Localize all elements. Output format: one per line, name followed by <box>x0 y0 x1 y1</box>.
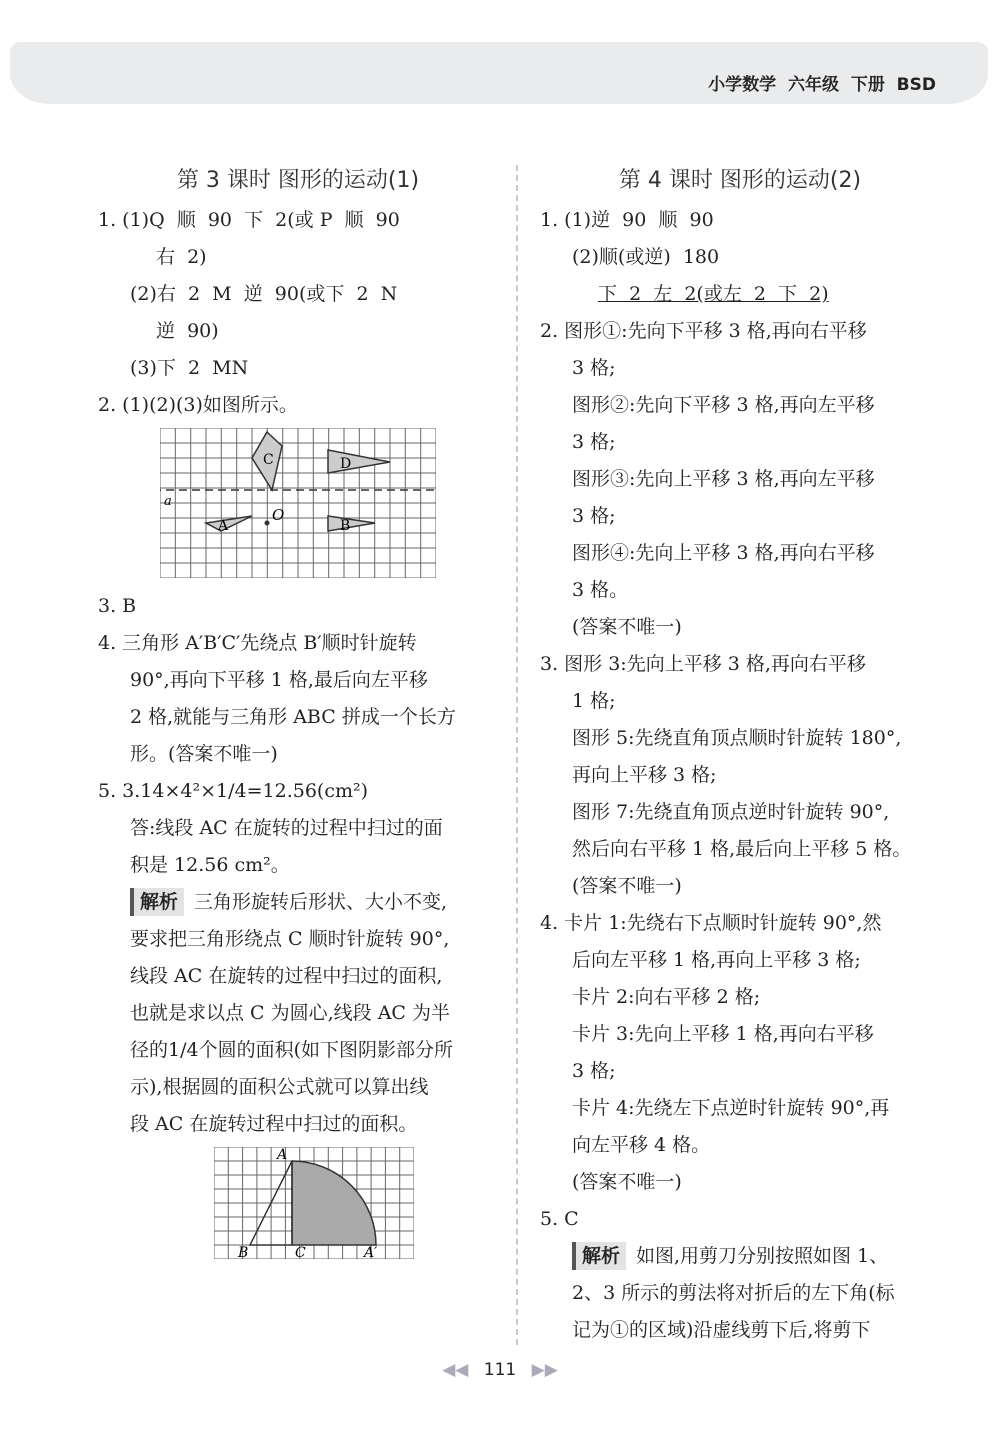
analysis-line: 解析 三角形旋转后形状、大小不变, <box>98 884 498 921</box>
label-B: B <box>238 1245 249 1259</box>
answer-line: 2 格,就能与三角形 ABC 拼成一个长方 <box>130 706 456 728</box>
grid-figure-rotation <box>160 428 436 578</box>
answer-line: (答案不唯一) <box>572 875 682 897</box>
answer-line: 图形④:先向上平移 3 格,再向右平移 <box>572 542 875 564</box>
analysis-line: 要求把三角形绕点 C 顺时针旋转 90°, <box>130 928 450 950</box>
answer-line: 5. 3.14×4²×1/4=12.56(cm²) <box>98 780 369 802</box>
analysis-line: 径的1/4个圆的面积(如下图阴影部分所 <box>130 1039 453 1061</box>
answer-line: (2)顺(或逆) 180 <box>572 246 720 268</box>
analysis-line: 段 AC 在旋转过程中扫过的面积。 <box>130 1113 418 1135</box>
answer-line: 下 2 左 2(或左 2 下 2) <box>598 283 829 305</box>
label-a: A <box>218 518 229 534</box>
answer-line: 3 格; <box>572 357 616 379</box>
analysis-line: 解析 如图,用剪刀分别按照如图 1、 <box>540 1238 940 1275</box>
quarter-circle-shaded <box>292 1161 376 1245</box>
answer-line: 5. C <box>540 1208 579 1230</box>
next-arrow-icon: ▶▶ <box>531 1360 558 1380</box>
answer-line: 2. (1)(2)(3)如图所示。 <box>98 394 298 416</box>
answer-line: 1. (1)Q 顺 90 下 2(或 P 顺 90 <box>98 209 400 231</box>
jiexi-tag: 解析 <box>572 1242 626 1270</box>
answer-line: 图形 5:先绕直角顶点顺时针旋转 180°, <box>572 727 902 749</box>
answer-line: 卡片 3:先向上平移 1 格,再向右平移 <box>572 1023 874 1045</box>
answer-line: 3. 图形 3:先向上平移 3 格,再向右平移 <box>540 653 866 675</box>
answer-line: (答案不唯一) <box>572 1171 682 1193</box>
analysis-line: 示),根据圆的面积公式就可以算出线 <box>130 1076 429 1098</box>
answer-line: 3 格; <box>572 431 616 453</box>
analysis-line: 也就是求以点 C 为圆心,线段 AC 为半 <box>130 1002 450 1024</box>
answer-line: 图形 7:先绕直角顶点逆时针旋转 90°, <box>572 801 890 823</box>
answer-line: 图形②:先向下平移 3 格,再向左平移 <box>572 394 875 416</box>
label-c: C <box>263 452 274 468</box>
answer-line: 形。(答案不唯一) <box>130 743 278 765</box>
analysis-line: 线段 AC 在旋转的过程中扫过的面积, <box>130 965 443 987</box>
answer-line: 再向上平移 3 格; <box>572 764 717 786</box>
prev-arrow-icon: ◀◀ <box>442 1360 469 1380</box>
answer-line: 4. 卡片 1:先绕右下点顺时针旋转 90°,然 <box>540 912 882 934</box>
answer-line: 右 2) <box>156 246 207 268</box>
answer-line: (答案不唯一) <box>572 616 682 638</box>
answer-line: 卡片 4:先绕左下点逆时针旋转 90°,再 <box>572 1097 890 1119</box>
answer-line: 然后向右平移 1 格,最后向上平移 5 格。 <box>572 838 912 860</box>
jiexi-tag: 解析 <box>130 888 184 916</box>
answer-line: 后向左平移 1 格,再向上平移 3 格; <box>572 949 861 971</box>
answer-line: 图形③:先向上平移 3 格,再向左平移 <box>572 468 875 490</box>
answer-line: 2. 图形①:先向下平移 3 格,再向右平移 <box>540 320 867 342</box>
label-d: D <box>340 456 352 472</box>
answer-line: 3 格; <box>572 1060 616 1082</box>
analysis-line: 2、3 所示的剪法将对折后的左下角(标 <box>572 1282 895 1304</box>
answer-line: 3. B <box>98 595 137 617</box>
left-column <box>98 160 498 1269</box>
answer-line: 卡片 2:向右平移 2 格; <box>572 986 761 1008</box>
answer-line: 4. 三角形 A′B′C′先绕点 B′顺时针旋转 <box>98 632 417 654</box>
answer-line: (3)下 2 MN <box>130 357 249 379</box>
answer-line: 1 格; <box>572 690 616 712</box>
analysis-line: 记为①的区域)沿虚线剪下后,将剪下 <box>572 1319 871 1341</box>
answer-line: 答:线段 AC 在旋转的过程中扫过的面 <box>130 817 443 839</box>
page-number: 111 <box>483 1360 517 1380</box>
answer-line: 逆 90) <box>156 320 219 342</box>
grid-figure-quarter-circle <box>214 1147 414 1259</box>
point-o <box>265 521 270 526</box>
page-footer <box>0 1360 1000 1380</box>
answer-line: 3 格。 <box>572 579 629 601</box>
label-axis-a: a <box>164 494 172 509</box>
book-title: 小学数学 六年级 下册 BSD <box>708 75 936 95</box>
answer-line: 积是 12.56 cm²。 <box>130 854 290 876</box>
label-A-prime: A′ <box>364 1245 378 1259</box>
right-column <box>540 160 940 1349</box>
answer-line: 1. (1)逆 90 顺 90 <box>540 209 714 231</box>
label-o: O <box>272 506 285 524</box>
left-section-title: 第 3 课时 图形的运动(1) <box>176 168 420 193</box>
column-divider <box>516 165 518 1345</box>
answer-line: 3 格; <box>572 505 616 527</box>
label-b: B <box>340 518 351 534</box>
answer-line: 向左平移 4 格。 <box>572 1134 711 1156</box>
label-A: A <box>277 1147 288 1163</box>
answer-line: 90°,再向下平移 1 格,最后向左平移 <box>130 669 428 691</box>
right-section-title: 第 4 课时 图形的运动(2) <box>618 168 862 193</box>
answer-line: (2)右 2 M 逆 90(或下 2 N <box>130 283 398 305</box>
label-C: C <box>295 1245 306 1259</box>
